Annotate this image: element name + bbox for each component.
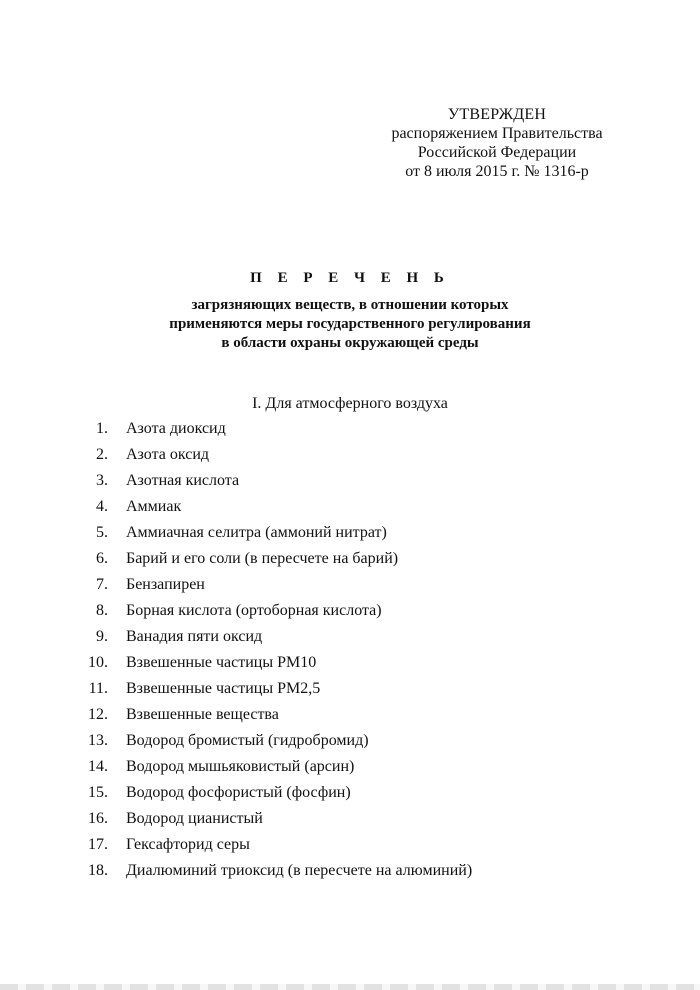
item-number: 5. [96, 524, 108, 541]
approval-title: УТВЕРЖДЕН [447, 106, 547, 123]
item-name: Взвешенные частицы РМ10 [126, 654, 317, 671]
item-name: Борная кислота (ортоборная кислота) [126, 602, 382, 619]
item-name: Взвешенные вещества [126, 706, 279, 723]
list-item [78, 444, 658, 470]
item-number: 15. [88, 784, 108, 801]
list-item [78, 860, 658, 886]
list-item [78, 496, 658, 522]
item-name: Водород цианистый [126, 810, 263, 827]
scan-edge [0, 984, 700, 990]
item-number: 16. [88, 810, 108, 827]
item-name: Бензапирен [126, 576, 205, 593]
item-number: 12. [88, 706, 108, 723]
list-item [78, 418, 658, 444]
list-item [78, 756, 658, 782]
item-number: 9. [96, 628, 108, 645]
subtitle-line: применяются меры государственного регулирования [169, 316, 531, 332]
section-title: I. Для атмосферного воздуха [252, 395, 448, 412]
item-number: 4. [96, 498, 108, 515]
item-number: 17. [88, 836, 108, 853]
item-number: 11. [88, 680, 108, 697]
item-number: 3. [96, 472, 108, 489]
item-number: 2. [96, 446, 108, 463]
approval-date-line: от 8 июля 2015 г. № 1316-р [405, 163, 589, 180]
subtitle-line: загрязняющих веществ, в отношении которых [191, 297, 509, 313]
item-name: Азота диоксид [126, 420, 226, 437]
list-item [78, 678, 658, 704]
list-item [78, 808, 658, 834]
item-name: Азотная кислота [126, 472, 240, 489]
subtitle-line: в области охраны окружающей среды [221, 335, 479, 351]
item-number: 10. [88, 654, 108, 671]
list-item [78, 574, 658, 600]
item-name: Ванадия пяти оксид [126, 628, 263, 645]
item-name: Взвешенные частицы РМ2,5 [126, 680, 321, 697]
item-number: 14. [88, 758, 108, 775]
list-item [78, 548, 658, 574]
list-item [78, 652, 658, 678]
approval-line: распоряжением Правительства [391, 125, 603, 142]
item-number: 13. [88, 732, 108, 749]
list-item [78, 600, 658, 626]
list-item [78, 730, 658, 756]
item-name: Азота оксид [126, 446, 210, 463]
document-heading [0, 268, 700, 353]
item-name: Аммиачная селитра (аммоний нитрат) [126, 524, 387, 541]
item-name: Барий и его соли (в пересчете на барий) [126, 550, 399, 567]
item-number: 7. [96, 576, 108, 593]
list-item [78, 470, 658, 496]
approval-block [372, 105, 622, 181]
list-item [78, 834, 658, 860]
list-item [78, 704, 658, 730]
item-name: Водород бромистый (гидробромид) [126, 732, 369, 749]
item-number: 8. [96, 602, 108, 619]
item-number: 1. [96, 420, 108, 437]
list-item [78, 626, 658, 652]
item-name: Водород фосфористый (фосфин) [126, 784, 351, 801]
document-title: П Е Р Е Ч Е Н Ь [250, 270, 450, 286]
item-name: Диалюминий триоксид (в пересчете на алюминий) [126, 862, 473, 879]
list-item [78, 522, 658, 548]
item-number: 6. [96, 550, 108, 567]
item-name: Водород мышьяковистый (арсин) [126, 758, 355, 775]
item-number: 18. [88, 862, 108, 879]
approval-line: Российской Федерации [417, 144, 577, 161]
pollutant-list [78, 418, 658, 886]
item-name: Гексафторид серы [126, 836, 250, 853]
list-item [78, 782, 658, 808]
document-subtitle [0, 296, 700, 353]
item-name: Аммиак [126, 498, 182, 515]
